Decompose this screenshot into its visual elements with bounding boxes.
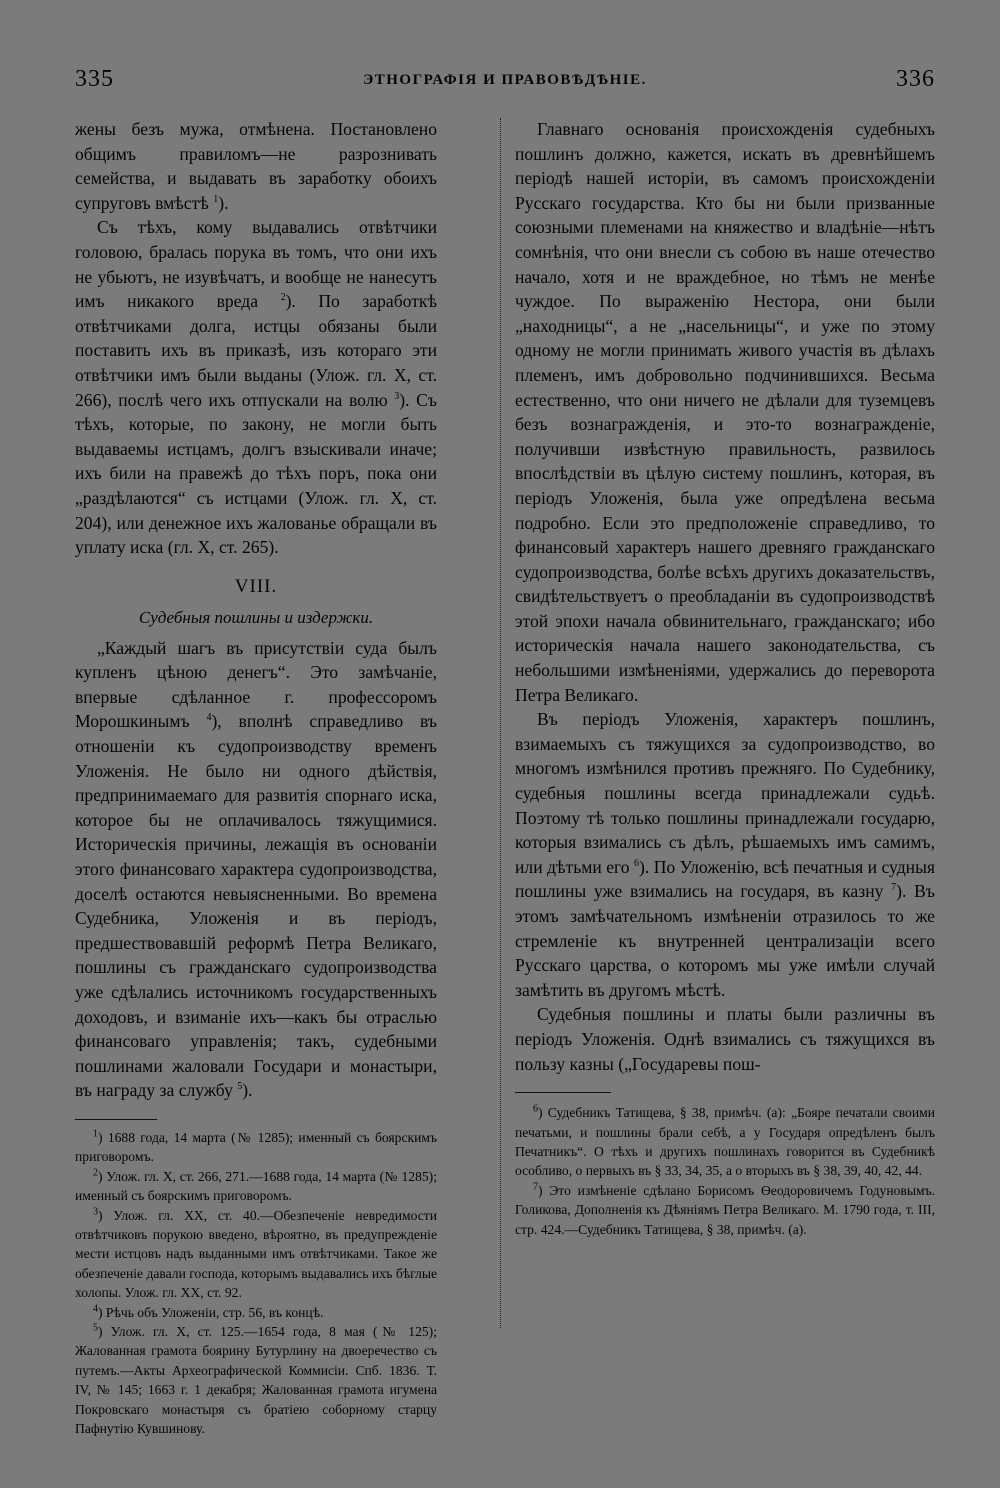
right-column [515,117,935,1239]
left-column [75,117,437,1438]
paragraph-text: жены безъ мужа, отмѣнена. Постановлено общимъ правиломъ—не разрознивать семейства, и выдавать въ заработку обоихъ супруговъ вмѣстѣ [75,119,437,213]
paragraph-text: ). [242,1080,253,1101]
page-header [75,66,935,102]
footnote [75,1128,437,1167]
footnote-number: 3 [93,1206,98,1218]
footnote-number: 5 [93,1322,98,1334]
section-number: VIII. [234,575,278,597]
footnote-rule [75,1119,157,1120]
footnotes [515,1103,935,1239]
footnote [515,1181,935,1239]
footnote-text: ) Улож. гл. XX, ст. 40.—Обезпеченіе невредимости отвѣтчиковъ порукою введено, вѣроятно, въ предупрежденіе мести истцовъ надъ выданными имъ отвѣтчиками. Такое же обезпеченіе давали господа, которымъ выдавались ихъ бѣглые холопы. Улож. гл. XX, ст. 92. [75,1207,437,1301]
paragraph [75,215,437,559]
paragraph [515,117,935,707]
paragraph-text: „Каждый шагъ въ присутствіи суда былъ купленъ цѣною денегъ“. Это замѣчаніе, впервые сдѣланное г. профессоромъ Морошкинымъ [75,637,437,732]
footnote-number: 6 [533,1103,538,1115]
paragraph [75,636,437,1103]
footnote-text: ) Это измѣненіе сдѣлано Борисомъ Өеодоровичемъ Годуновымъ. Голикова, Дополненія къ Дѣяніямъ Петра Великаго. М. 1790 года, т. III, стр. 424.—Судебникъ Татищева, § 38, примѣч. (а). [515,1182,935,1237]
footnote-ref: 7 [891,882,897,894]
footnote-ref: 1 [213,193,219,205]
paragraph [75,117,437,215]
footnote-ref: 4 [206,712,212,724]
footnote-number: 2 [93,1167,98,1179]
footnote-number: 7 [533,1181,538,1193]
footnote-text: ) Улож. гл. X, ст. 266, 271.—1688 года, 14 марта (№ 1285); именный съ боярскимъ приговоромъ. [75,1168,437,1204]
footnote-ref: 6 [634,857,640,869]
running-title: ЭТНОГРАФІЯ И ПРАВОВѢДѢНІЕ. [363,72,647,88]
footnotes [75,1128,437,1439]
footnote-rule [515,1092,611,1093]
footnote-ref: 2 [280,292,286,304]
footnote-ref: 3 [394,390,400,402]
paragraph-text: Судебныя пошлины и платы были различны въ періодъ Уложенія. Однѣ взимались съ тяжущихся въ пользу казны („Государевы пош- [515,1004,935,1074]
footnote [75,1322,437,1438]
page-number-right: 336 [896,66,935,92]
paragraph [515,707,935,1002]
footnote-number: 1 [93,1128,98,1140]
paragraph-text: Съ тѣхъ, кому выдавались отвѣтчики головою, бралась порука въ томъ, что они ихъ не убьютъ, не изувѣчатъ, и вообще не нанесутъ имъ никакого вреда [75,217,437,312]
footnote-text: ) 1688 года, 14 марта (№ 1285); именный съ боярскимъ приговоромъ. [75,1129,437,1165]
paragraph-text: Въ періодъ Уложенія, характеръ пошлинъ, взимаемыхъ съ тяжущихся за судопроизводство, во многомъ измѣнился противъ прежняго. По Судебнику, судебныя пошлины всегда принадлежали судьѣ. Поэтому тѣ только пошлины принадлежали государю, которыя взимались съ дѣлъ, рѣшаемыхъ имъ самимъ, или дѣтьми его [515,709,935,877]
paragraph-text: ). По заработкѣ отвѣтчиками долга, истцы обязаны были поставить ихъ въ приказѣ, изъ котораго эти отвѣтчики имъ были выданы (Улож. гл. X, ст. 266), послѣ чего ихъ отпускали на волю [75,291,437,410]
footnote [75,1303,437,1322]
column-divider [500,118,501,1328]
footnote-ref: 5 [237,1081,243,1093]
paragraph-text: ). [218,192,229,213]
page-number-left: 335 [75,66,114,92]
paragraph-text: ). Съ тѣхъ, которые, по закону, не могли быть выдаваемы истцамъ, долгъ взыскивали иначе; ихъ били на правежѣ до тѣхъ поръ, пока они „раздѣлаются“ съ истцами (Улож. гл. X, ст. 204), или денежное ихъ жалованье обращали въ уплату иска (гл. X, ст. 265). [75,389,437,558]
footnote [75,1206,437,1303]
paragraph-text: ), вполнѣ справедливо въ отношеніи къ судопроизводству временъ Уложенія. Не было ни одного дѣйствія, предпринимаемаго для развитія спорнаго иска, которое бы не оплачивалось тяжущимися. Историческія причины, лежащія въ основаніи этого финансоваго характера судопроизводства, доселѣ остаются невыясненными. Во времена Судебника, Уложенія и въ періодъ, предшествовавшій реформѣ Петра Великаго, пошлины съ гражданскаго судопроизводства уже сдѣлались источникомъ государственныхъ доходовъ, и взиманіе ихъ—какъ бы отраслью финансоваго управленія; такъ, судебными пошлинами жаловали Государи и монастыри, въ награду за службу [75,711,437,1101]
footnote-text: ) Рѣчь объ Уложеніи, стр. 56, въ концѣ. [98,1304,324,1320]
footnote-number: 4 [93,1303,98,1315]
footnote [75,1167,437,1206]
footnote-text: ) Улож. гл. X, ст. 125.—1654 года, 8 мая (№ 125); Жалованная грамота боярину Бутурлину на двоеречество съ путемъ.—Акты Археографической Коммисіи. Спб. 1836. Т. IV, № 145; 1663 г. 1 декабря; Жалованная грамота игумена Покровскаго монастыря съ братіею соборному старцу Пафнутію Кувшинову. [75,1324,437,1437]
section-title: Судебныя пошлины и издержки. [138,607,374,627]
paragraph-text: ). По Уложенію, всѣ печатныя и судныя пошлины уже взимались на государя, въ казну [515,856,935,902]
paragraph-text: ). Въ этомъ замѣчательномъ измѣненіи отразилось то же стремленіе къ внутренней централизаціи всего Русскаго царства, о которомъ мы уже имѣли случай замѣтить въ другомъ мѣстѣ. [515,881,935,1000]
footnote-text: ) Судебникъ Татищева, § 38, примѣч. (а): „Бояре печатали своими печатьми, и пошлины брали себѣ, а у Государя опредѣленъ былъ Печатникъ“. О тѣхъ и другихъ пошлинахъ говорится въ Судебникѣ особливо, о первыхъ въ § 33, 34, 35, а о вторыхъ въ § 38, 39, 40, 42, 44. [515,1105,935,1179]
paragraph-text: Главнаго основанія происхожденія судебныхъ пошлинъ должно, кажется, искать въ древнѣйшемъ періодѣ нашей исторіи, въ самомъ происхожденіи Русскаго государства. Кто бы ни были призванные союзными племенами на княжество и владѣніе—нѣтъ сомнѣнія, что они внесли съ собою въ наше отечество начало, хотя и не враждебное, но тѣмъ не менѣе чуждое. По выраженію Нестора, они были „находницы“, а не „насельницы“, и уже по этому одному не могли принимать живого участія въ дѣлахъ племенъ, имъ добровольно подчинившихся. Весьма естественно, что они ничего не дѣлали для туземцевъ безъ вознагражденія, и это-то вознагражденіе, получивши извѣстную правильность, развилось впослѣдствіи въ цѣлую систему пошлинъ, которая, въ періодъ Уложенія, была уже опредѣлена весьма подробно. Если это предположеніе справедливо, то финансовый характеръ нашего древняго гражданскаго судопроизводства, болѣе всѣхъ другихъ доказательствъ, свидѣтельствуетъ о преобладаніи въ судопроизводствѣ этой эпохи начала обвинительнаго, гражданскаго; ибо историческія начала нашего законодательства, съ небольшими измѣненіями, удержались до переворота Петра Великаго. [515,119,935,705]
paragraph [515,1002,935,1076]
footnote [515,1103,935,1181]
